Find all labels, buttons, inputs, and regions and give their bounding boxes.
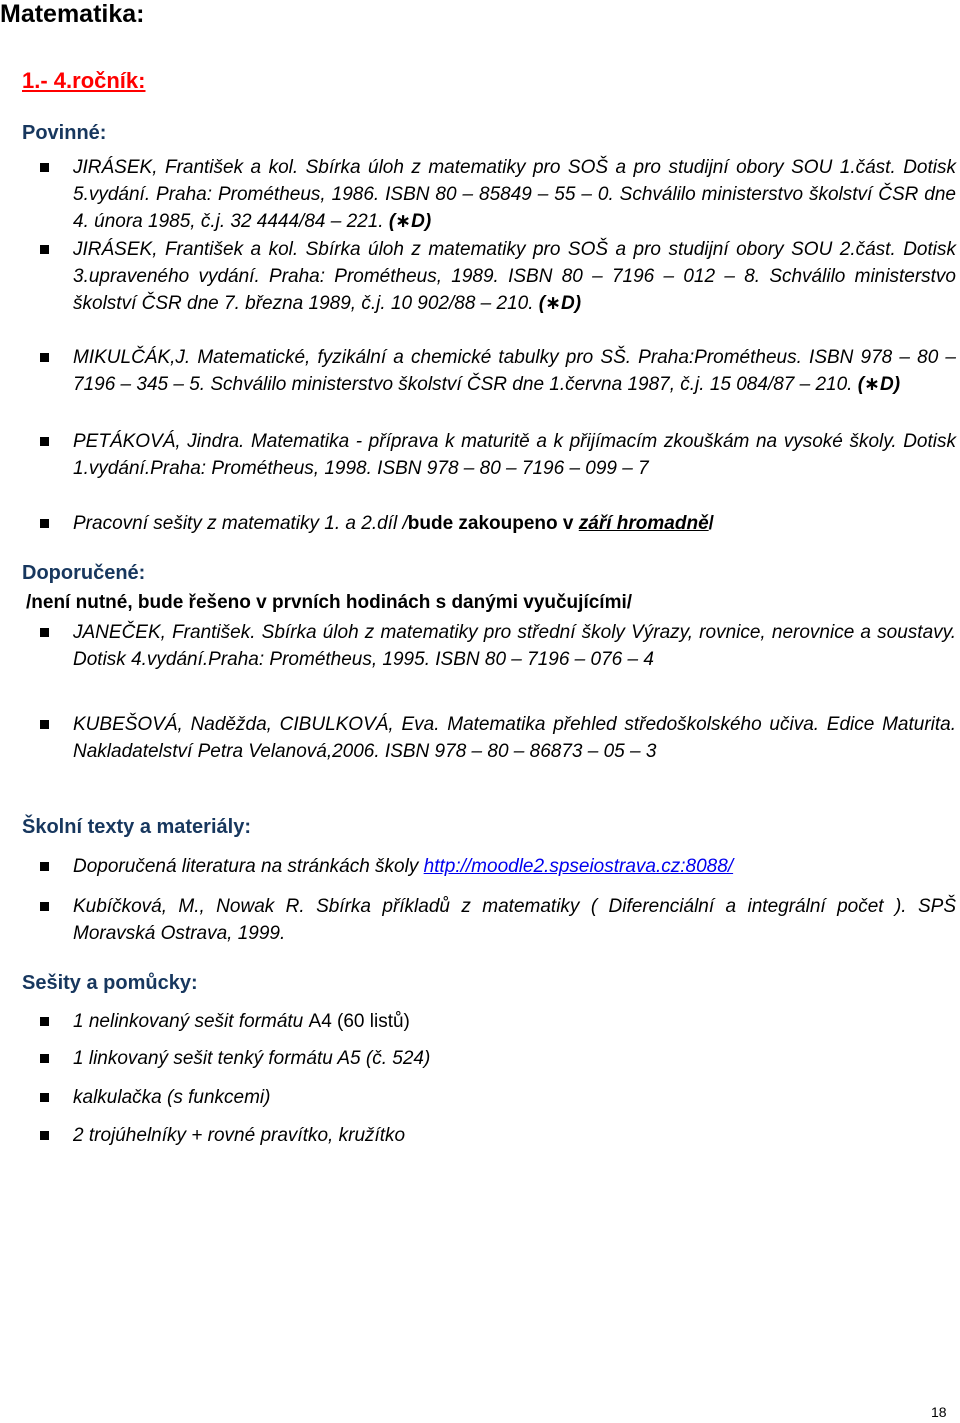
bullet-icon xyxy=(40,519,49,528)
school-website-link[interactable]: http://moodle2.spseiostrava.cz:8088/ xyxy=(423,856,734,877)
section-heading-mandatory: Povinné: xyxy=(22,122,107,144)
bullet-icon xyxy=(40,1017,49,1026)
bullet-icon xyxy=(40,437,49,446)
recommended-note: /není nutné, bude řešeno v prvních hodinách s danými vyučujícími/ xyxy=(26,592,633,613)
bullet-icon xyxy=(40,1093,49,1102)
section-heading-school-texts: Školní texty a materiály: xyxy=(22,816,251,838)
bullet-icon xyxy=(40,1131,49,1140)
bullet-icon xyxy=(40,628,49,637)
section-heading-supplies: Sešity a pomůcky: xyxy=(22,972,198,994)
bullet-icon xyxy=(40,163,49,172)
bullet-icon xyxy=(40,902,49,911)
grade-heading: 1.- 4.ročník: xyxy=(22,68,146,93)
page-number: 18 xyxy=(931,1404,947,1420)
bullet-icon xyxy=(40,353,49,362)
bullet-icon xyxy=(40,862,49,871)
document-title: Matematika: xyxy=(0,0,145,28)
document-page: Matematika: 1.- 4.ročník: Povinné: JIRÁSEK, František a kol. Sbírka úloh z matematiky pro SOŠ a pro studijní obory SOU 1.část. Dotisk 5.vydání. Praha: Prométheus, 1986. ISBN 80 – 85849 – 55 – 0. Schválilo ministerstvo školství ČSR dne 4. února 1985, č.j. 32 4444/84 – 221. (∗D) JIRÁSEK, František a kol. Sbírka úloh z matematiky pro SOŠ a pro studijní obory SOU 2.část. Dotisk 3.upraveného vydání. Praha: Prométheus, 1989. ISBN 80 – 7196 – 012 – 8. Schválilo ministerstvo školství ČSR dne 7. března 1989, č.j. 10 902/88 – 210. (∗D) MIKULČÁK,J. Matematické, fyzikální a chemické tabulky pro SŠ. Praha:Prométheus. ISBN 978 – 80 – 7196 – 345 – 5. Schválilo ministerstvo školství ČSR dne 1.června 1987, č.j. 15 084/87 – 210. (∗D) PETÁKOVÁ, Jindra. Matematika - příprava k maturitě a k přijímacím zkouškám na vysoké školy. Dotisk 1.vydání.Praha: Prométheus, 1998. ISBN 978 – 80 – 7196 – 099 – 7 Pracovní sešity z matematiky 1. a 2.díl /bude zakoupeno v září hromadně/ Doporučené: /není nutné, bude řešeno v prvních hodinách s danými vyučujícími/ JANEČEK, František. Sbírka úloh z matematiky pro střední školy Výrazy, rovnice, nerovnice a soustavy. Dotisk 4.vydání.Praha: Prométheus, 1995. ISBN 80 – 7196 – 076 – 4 KUBEŠOVÁ, Naděžda, CIBULKOVÁ, Eva. Matematika přehled středoškolského učiva. Edice Maturita. Nakladatelství Petra Velanová,2006. ISBN 978 – 80 – 86873 – 05 – 3 Školní texty a materiály: Doporučená literatura na stránkách školy http://moodle2.spseiostrava.cz:8088/ Kubíčková, M., Nowak R. Sbírka příkladů z matematiky ( Diferenciální a integrální počet ). SPŠ Moravská Ostrava, 1999. Sešity a pomůcky: 1 nelinkovaný sešit formátu A4 (60 listů) 1 linkovaný sešit tenký formátu A5 (č. 524) kalkulačka (s funkcemi) 2 trojúhelníky + rovné pravítko, kružítko 18 xyxy=(0,0,956,1420)
bullet-icon xyxy=(40,720,49,729)
bullet-icon xyxy=(40,245,49,254)
section-heading-recommended: Doporučené: xyxy=(22,562,146,584)
bullet-icon xyxy=(40,1054,49,1063)
